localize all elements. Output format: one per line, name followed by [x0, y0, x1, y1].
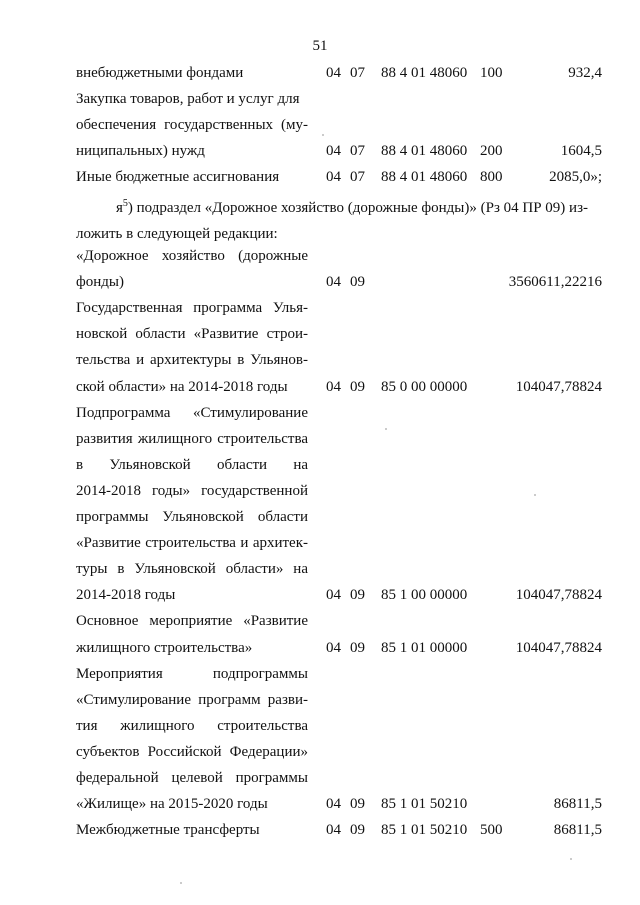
row-section: 04: [326, 587, 341, 604]
row-name: Иные бюджетные ассигнования: [76, 169, 280, 185]
row-name-text: тия жилищного строительства: [76, 717, 308, 734]
row-name-text: 2014-2018 годы» государственной: [76, 482, 308, 499]
table-row: [0, 530, 640, 556]
table-row: [0, 817, 640, 843]
instruction-prefix: я: [116, 200, 123, 216]
instruction-paragraph: [76, 195, 604, 247]
row-name: [76, 112, 308, 138]
row-name-text: новской области «Развитие строи-: [76, 326, 308, 343]
row-section: 04: [326, 378, 341, 395]
row-name: [76, 765, 308, 791]
row-section: 04: [326, 143, 341, 159]
row-subsection: 07: [350, 143, 365, 159]
row-amount: 86811,5: [553, 822, 602, 839]
row-amount: 104047,78824: [515, 378, 602, 395]
row-name-text: федеральной целевой программы: [76, 770, 308, 786]
row-name: жилищного строительства»: [76, 639, 253, 656]
row-name: «Жилище» на 2015-2020 годы: [76, 796, 268, 813]
table-row: [0, 321, 640, 347]
row-name: ниципальных) нужд: [76, 143, 205, 159]
row-target-code: 85 1 01 00000: [381, 639, 468, 656]
table-row: [0, 295, 640, 321]
table-row: [0, 426, 640, 452]
table-row: [0, 374, 640, 400]
row-name: 2014-2018 годы: [76, 587, 176, 604]
row-name-text: Мероприятия подпрограммы: [76, 665, 308, 682]
row-subsection: 09: [350, 378, 365, 395]
row-name: [76, 400, 308, 426]
row-amount: 86811,5: [553, 796, 602, 813]
row-section: 04: [326, 639, 341, 656]
row-amount: 932,4: [568, 65, 602, 81]
scan-speck: [570, 858, 572, 860]
row-target-code: 88 4 01 48060: [381, 65, 468, 81]
table-row: [0, 635, 640, 661]
row-name-text: обеспечения государственных (му-: [76, 117, 308, 133]
row-name: [76, 687, 308, 713]
row-subsection: 07: [350, 65, 365, 81]
row-name-text: тельства и архитектуры в Ульянов-: [76, 352, 308, 369]
row-section: 04: [326, 169, 341, 185]
row-subsection: 09: [350, 639, 365, 656]
table-row: [0, 60, 640, 86]
table-row: [0, 556, 640, 582]
row-subsection: 09: [350, 587, 365, 604]
row-section: 04: [326, 822, 341, 839]
row-name: [76, 504, 308, 530]
table-row: [0, 661, 640, 687]
row-section: 04: [326, 796, 341, 813]
row-target-code: 85 1 01 50210: [381, 796, 468, 813]
row-target-code: 85 0 00 00000: [381, 378, 468, 395]
row-amount: 1604,5: [560, 143, 602, 159]
instruction-text: ) подраздел «Дорожное хозяйство (дорожные фонды)» (Рз 04 ПР 09) из-: [127, 200, 588, 216]
table-row: [0, 243, 640, 269]
table-row: [0, 504, 640, 530]
table-row: [0, 138, 640, 164]
table-row: [0, 112, 640, 138]
row-target-code: 88 4 01 48060: [381, 143, 468, 159]
row-subsection: 07: [350, 169, 365, 185]
row-name-text: «Стимулирование программ разви-: [76, 691, 308, 708]
row-name: [76, 661, 308, 687]
table-row: [0, 269, 640, 295]
table-row: [0, 400, 640, 426]
table-row: [0, 791, 640, 817]
row-name: [76, 739, 308, 765]
row-name-text: программы Ульяновской области: [76, 509, 308, 525]
row-target-code: 85 1 01 50210: [381, 822, 468, 839]
row-target-code: 85 1 00 00000: [381, 587, 468, 604]
row-name: Закупка товаров, работ и услуг для: [76, 91, 300, 107]
row-name: [76, 426, 308, 452]
row-name: [76, 608, 308, 634]
row-name: [76, 713, 308, 739]
scan-speck: [534, 494, 536, 496]
table-row: [0, 608, 640, 634]
row-name-text: Подпрограмма «Стимулирование: [76, 404, 308, 421]
row-name: [76, 478, 308, 504]
row-name-text: развития жилищного строительства: [76, 430, 308, 447]
row-expense-type: 100: [480, 65, 503, 81]
row-amount: 104047,78824: [515, 639, 602, 656]
row-amount: 3560611,22216: [508, 274, 602, 291]
table-row: [0, 687, 640, 713]
row-subsection: 09: [350, 822, 365, 839]
table-row: [0, 164, 640, 190]
row-subsection: 09: [350, 274, 365, 291]
row-name: [76, 347, 308, 373]
row-expense-type: 200: [480, 143, 503, 159]
row-name: [76, 556, 308, 582]
table-row: [0, 713, 640, 739]
scan-speck: [180, 882, 182, 884]
row-name: внебюджетными фондами: [76, 65, 244, 81]
row-target-code: 88 4 01 48060: [381, 169, 468, 185]
table-row: [0, 765, 640, 791]
table-row: [0, 739, 640, 765]
instruction-line2: ложить в следующей редакции:: [76, 226, 278, 242]
row-amount: 2085,0»;: [549, 169, 602, 185]
instruction-sup: 5: [122, 198, 128, 209]
table-row: [0, 582, 640, 608]
scan-speck: [385, 428, 387, 430]
table-row: [0, 478, 640, 504]
table-row: [0, 347, 640, 373]
scan-speck: [322, 134, 324, 136]
row-name: Межбюджетные трансферты: [76, 822, 260, 839]
row-expense-type: 800: [480, 169, 503, 185]
row-name-text: Государственная программа Улья-: [76, 300, 308, 317]
row-subsection: 09: [350, 796, 365, 813]
row-name-text: «Развитие строительства и архитек-: [76, 535, 308, 552]
page-number: 51: [312, 38, 328, 54]
row-expense-type: 500: [480, 822, 503, 839]
table-row: [0, 86, 640, 112]
row-name-text: «Дорожное хозяйство (дорожные: [76, 248, 308, 264]
row-section: 04: [326, 65, 341, 81]
row-name: ской области» на 2014-2018 годы: [76, 378, 288, 395]
row-section: 04: [326, 274, 341, 291]
row-name-text: в Ульяновской области на: [76, 456, 308, 473]
row-name: [76, 243, 308, 269]
row-name: [76, 295, 308, 321]
row-name-text: субъектов Российской Федерации»: [76, 743, 308, 760]
row-name: фонды): [76, 274, 124, 291]
row-amount: 104047,78824: [515, 587, 602, 604]
row-name-text: туры в Ульяновской области» на: [76, 561, 308, 578]
row-name: [76, 452, 308, 478]
row-name: [76, 321, 308, 347]
table-row: [0, 452, 640, 478]
row-name-text: Основное мероприятие «Развитие: [76, 613, 308, 630]
row-name: [76, 530, 308, 556]
